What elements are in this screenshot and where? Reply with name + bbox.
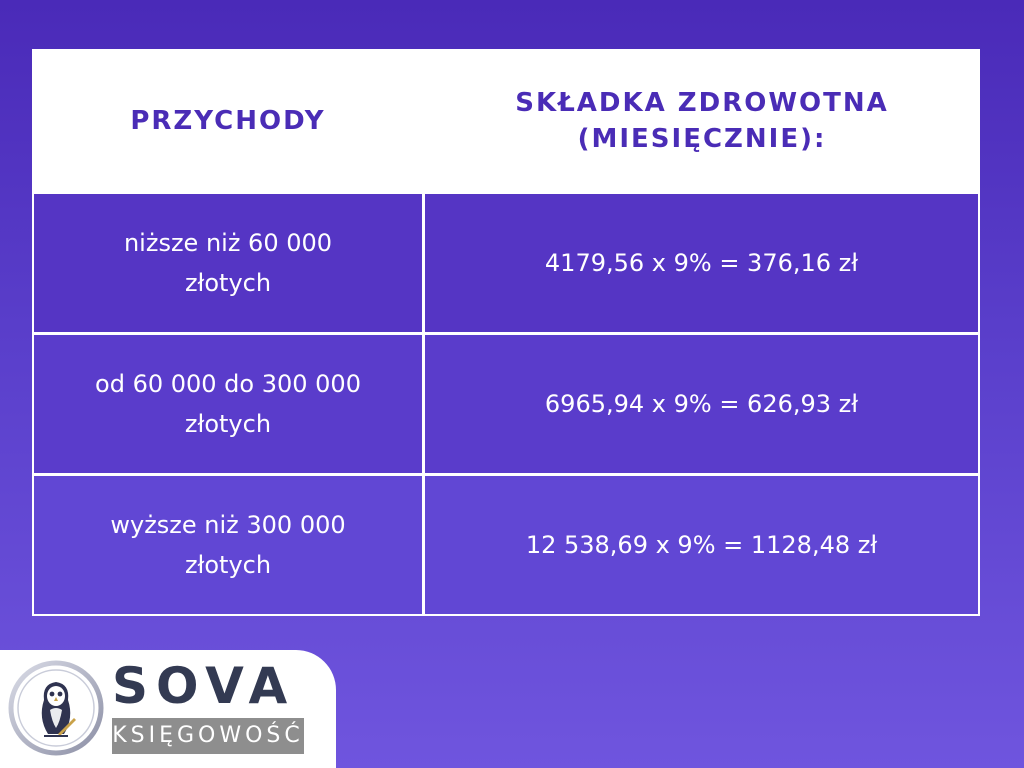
header-contribution: SKŁADKA ZDROWOTNA (MIESIĘCZNIE): <box>515 88 889 154</box>
income-cell: niższe niż 60 000 złotych <box>34 194 422 332</box>
brand-subtitle: KSIĘGOWOŚĆ <box>112 718 304 754</box>
table-row <box>34 194 978 332</box>
brand-name: SOVA <box>112 657 296 715</box>
table-row <box>34 476 978 614</box>
owl-icon <box>8 660 104 756</box>
income-cell: wyższe niż 300 000 złotych <box>34 476 422 614</box>
income-cell: od 60 000 do 300 000 złotych <box>34 335 422 473</box>
contribution-cell: 12 538,69 x 9% = 1128,48 zł <box>425 476 978 614</box>
table-header <box>32 49 980 193</box>
logo <box>0 650 336 768</box>
table-row <box>34 335 978 473</box>
contribution-cell: 4179,56 x 9% = 376,16 zł <box>425 194 978 332</box>
header-income: PRZYCHODY <box>130 106 326 136</box>
contribution-cell: 6965,94 x 9% = 626,93 zł <box>425 335 978 473</box>
contribution-table <box>32 49 980 616</box>
